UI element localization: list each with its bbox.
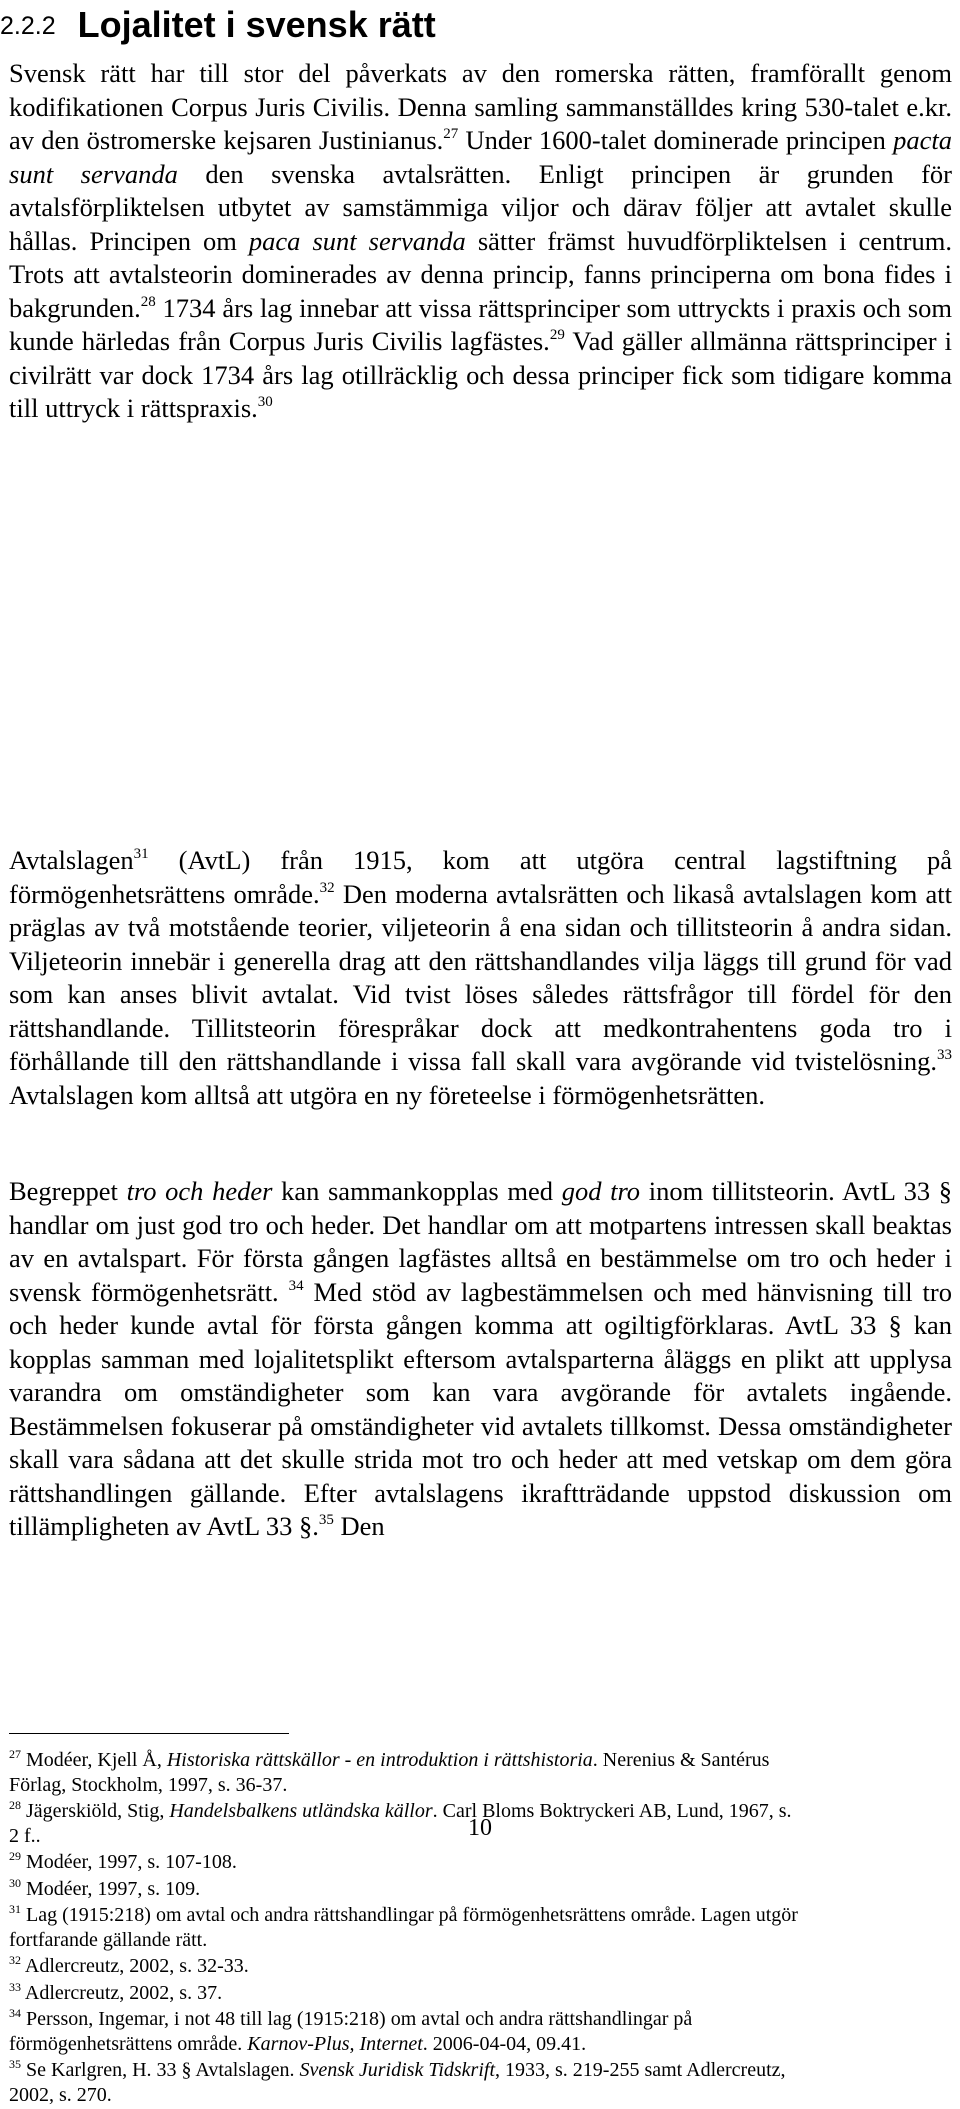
italic-term: god tro	[561, 1176, 641, 1206]
text-run: Avtalslagen	[9, 845, 134, 875]
text-run: Modéer, Kjell Å,	[21, 1749, 167, 1771]
text-run: , 1933, s. 219-255 samt Adlercreutz, 2002, s. 270.	[9, 2059, 786, 2106]
footnote-number: 28	[9, 1798, 21, 1812]
footnote-reference: 33	[937, 1047, 952, 1063]
text-run: Avtalslagen kom alltså att utgöra en ny företeelse i förmögenhetsrätten.	[9, 1079, 765, 1110]
text-run: Adlercreutz, 2002, s. 32-33.	[21, 1955, 249, 1977]
footnote-reference: 29	[549, 327, 565, 343]
italic-term: Svensk Juridisk Tidskrift	[299, 2059, 496, 2081]
text-run: den svenska avtalsrätten. Enligt principen är grunden för avtalsförpliktelsen utbytet av samstämmiga viljor och därav följer att avtalet skulle hållas. Principen om	[9, 158, 953, 256]
footnote-32	[9, 1954, 799, 1979]
paragraph-text	[9, 844, 952, 1112]
italic-term: Historiska rättskällor - en introduktion i rättshistoria	[166, 1749, 593, 1771]
section-number: 2.2.2	[0, 12, 56, 40]
text-run: Den moderna avtalsrätten och likaså avtalslagen kom att präglas av två motstående teorier, viljeteorin å ena sidan och tillitsteorin å andra sidan. Viljeteorin innebär i generella drag att den rättshandlandes vilja läggs till grund för vad som kan anses blivit avtalat. Vid tvist löses således rättsfrågor till fördel för den rättshandlande. Tillitsteorin förespråkar dock att medkontrahentens goda tro i förhållande till den rättshandlande i vissa fall skall vara avgörande vid tvistelösning.	[9, 878, 952, 1076]
text-run: (AvtL) från 1915, kom att utgöra central lagstiftning på förmögenhetsrättens område.	[9, 845, 952, 909]
footnote-31	[9, 1903, 799, 1952]
text-run: inom tillitsteorin. AvtL 33 § handlar om just god tro och heder. Det handlar om att motpartens intressen skall beaktas av en avtalspart. För första gången lagfästes alltså en bestämmelse om tro och heder i svensk förmögenhetsrätt.	[9, 1176, 952, 1307]
footnote-number: 34	[9, 2006, 21, 2020]
footnote-reference: 35	[318, 1512, 334, 1528]
italic-term: tro och heder	[126, 1176, 273, 1206]
footnote-reference: 34	[288, 1277, 304, 1294]
footnote-reference: 28	[140, 293, 156, 310]
paragraph-1	[9, 57, 952, 426]
section-heading	[0, 4, 436, 46]
italic-term: pacta sunt servanda	[9, 125, 952, 189]
text-run: Persson, Ingemar, i not 48 till lag (1915:218) om avtal och andra rättshandlingar på förmögenhetsrättens område.	[9, 2008, 693, 2055]
italic-term: Handelsbalkens utländska källor	[169, 1800, 433, 1822]
footnote-33	[9, 1981, 799, 2006]
footnote-separator	[9, 1733, 289, 1734]
text-run: Modéer, 1997, s. 107-108.	[21, 1851, 237, 1873]
footnote-number: 27	[9, 1747, 21, 1761]
footnote-number: 32	[9, 1953, 21, 1967]
page-number: 10	[468, 1815, 492, 1841]
footnote-34	[9, 2007, 799, 2056]
italic-term: Karnov-Plus, Internet	[247, 2032, 423, 2055]
text-run: Under 1600-talet dominerade principen	[458, 125, 894, 155]
footnote-number: 35	[9, 2057, 21, 2071]
text-run: sätter främst huvudförpliktelsen i centrum. Trots att avtalsteorin dominerades av denna princip, fanns principerna om bona fides i bakgrunden.	[9, 225, 952, 323]
paragraph-text	[9, 57, 952, 426]
text-run: Lag (1915:218) om avtal och andra rättshandlingar på förmögenhetsrättens område. Lagen utgör fortfarande gällande rätt.	[9, 1904, 798, 1951]
footnotes	[9, 1748, 799, 2109]
text-run: . Carl Bloms Boktryckeri AB, Lund, 1967, s. 2 f..	[9, 1800, 792, 1847]
footnote-reference: 31	[133, 846, 149, 862]
text-run: Svensk rätt har till stor del påverkats av den romerska rätten, framförallt genom kodifikationen Corpus Juris Civilis. Denna samling sammanställdes kring 530-talet e.kr. av den östromerske kejsaren Justinianus.	[9, 58, 952, 155]
paragraph-3	[9, 1175, 952, 1544]
text-run: Se Karlgren, H. 33 § Avtalslagen.	[21, 2059, 300, 2081]
footnote-30	[9, 1877, 799, 1902]
paragraph-text	[9, 1175, 952, 1544]
text-run: Den	[333, 1511, 385, 1541]
text-run: kan sammankopplas med	[272, 1176, 562, 1206]
footnote-reference: 27	[443, 126, 459, 142]
text-run: . 2006-04-04, 09.41.	[422, 2032, 587, 2055]
text-run: Vad gäller allmänna rättsprinciper i civilrätt var dock 1734 års lag otillräcklig och dessa principer fick som tidigare komma till uttryck i rättspraxis.	[9, 326, 952, 423]
footnote-number: 31	[9, 1902, 21, 1916]
text-run: . Nerenius & Santérus Förlag, Stockholm, 1997, s. 36-37.	[9, 1749, 770, 1796]
footnote-27	[9, 1748, 799, 1797]
section-title: Lojalitet i svensk rätt	[77, 4, 436, 45]
footnote-29	[9, 1850, 799, 1875]
footnote-number: 33	[9, 1979, 21, 1994]
text-run: Modéer, 1997, s. 109.	[21, 1877, 201, 1900]
footnote-35	[9, 2058, 799, 2107]
paragraph-2	[9, 844, 952, 1112]
text-run: 1734 års lag innebar att vissa rättsprinciper som uttryckts i praxis och som kunde härledas från Corpus Juris Civilis lagfästes.	[9, 292, 952, 356]
italic-term: paca sunt servanda	[248, 225, 466, 256]
footnote-number: 30	[9, 1875, 21, 1890]
footnote-reference: 32	[319, 879, 335, 896]
text-run: Adlercreutz, 2002, s. 37.	[21, 1981, 223, 2004]
text-run: Begreppet	[9, 1176, 127, 1206]
footnote-reference: 30	[257, 394, 273, 410]
text-run: Jägerskiöld, Stig,	[21, 1800, 170, 1822]
text-run: Med stöd av lagbestämmelsen och med hänvisning till tro och heder kunde avtal för första gången komma att ogiltigförklaras. AvtL 33 § kan kopplas samman med lojalitetsplikt eftersom avtalsparterna åläggs en plikt att upplysa varandra om omständigheter som kan vara avgörande för avtalets ingående. Bestämmelsen fokuserar på omständigheter vid avtalets tillkomst. Dessa omständigheter skall vara sådana att det skulle strida mot tro och heder att med vetskap om dem göra rättshandlingen gällande. Efter avtalslagens ikraftträdande uppstod diskussion om tillämpligheten av AvtL 33 §.	[9, 1276, 952, 1541]
footnote-number: 29	[9, 1849, 21, 1863]
